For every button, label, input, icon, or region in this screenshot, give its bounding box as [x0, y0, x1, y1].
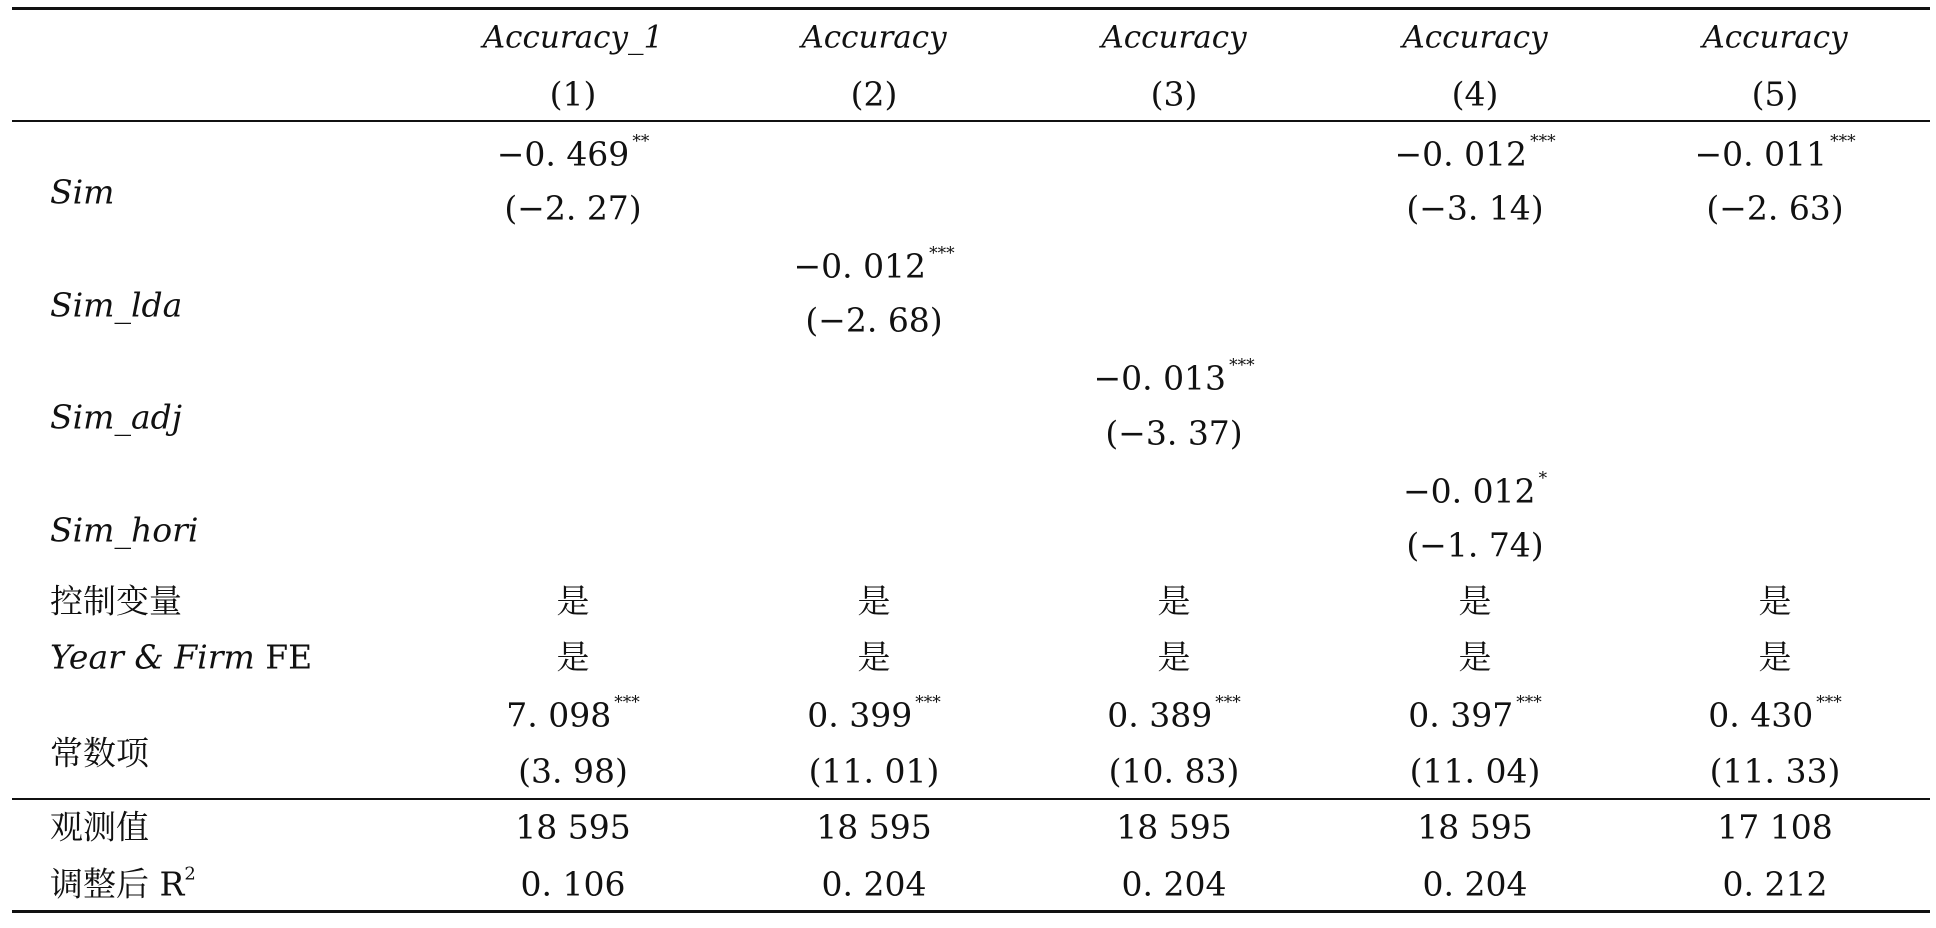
- coef-cell: −0. 012 ***: [1394, 131, 1556, 174]
- tstat-cell: (11. 01): [808, 751, 940, 791]
- stats-rule: [12, 798, 1930, 800]
- row-label-sim-adj: Sim_adj: [50, 397, 182, 437]
- r2-cell: 0. 204: [821, 864, 927, 904]
- col4-header: Accuracy: [1402, 19, 1548, 56]
- coef-cell: −0. 012 *: [1402, 468, 1548, 511]
- fe-cell: 是: [1758, 637, 1792, 677]
- coef-cell: 0. 389 ***: [1107, 692, 1241, 735]
- tstat-cell: (−2. 68): [805, 300, 943, 340]
- bottom-rule: [12, 910, 1930, 913]
- r2-cell: 0. 106: [520, 864, 626, 904]
- col1-header: Accuracy_1: [482, 19, 664, 56]
- row-label-observations: 观测值: [50, 807, 149, 847]
- row-label-controls: 控制变量: [50, 581, 182, 621]
- row-label-sim: Sim: [50, 172, 115, 212]
- tstat-cell: (11. 33): [1709, 751, 1841, 791]
- col3-number: (3): [1150, 74, 1198, 114]
- controls-cell: 是: [1758, 581, 1792, 621]
- col2-header: Accuracy: [801, 19, 947, 56]
- fe-cell: 是: [857, 637, 891, 677]
- col5-number: (5): [1751, 74, 1799, 114]
- r2-cell: 0. 212: [1722, 864, 1828, 904]
- tstat-cell: (11. 04): [1409, 751, 1541, 791]
- tstat-cell: (−3. 37): [1105, 413, 1243, 453]
- row-label-fe: Year & Firm FE: [50, 637, 313, 677]
- coef-cell: −0. 013 ***: [1093, 355, 1255, 398]
- controls-cell: 是: [1458, 581, 1492, 621]
- coef-cell: 0. 397 ***: [1408, 692, 1542, 735]
- obs-cell: 18 595: [816, 807, 932, 847]
- tstat-cell: (3. 98): [518, 751, 628, 791]
- row-label-sim-lda: Sim_lda: [50, 285, 183, 325]
- row-label-constant: 常数项: [50, 733, 149, 773]
- header-rule: [12, 120, 1930, 122]
- obs-cell: 18 595: [1116, 807, 1232, 847]
- col4-number: (4): [1451, 74, 1499, 114]
- row-label-adj-r2: 调整后 $R^2$: [50, 863, 196, 904]
- r2-cell: 0. 204: [1121, 864, 1227, 904]
- col3-header: Accuracy: [1101, 19, 1247, 56]
- tstat-cell: (−2. 63): [1706, 188, 1844, 228]
- fe-cell: 是: [1458, 637, 1492, 677]
- tstat-cell: (−1. 74): [1406, 525, 1544, 565]
- row-label-sim-hori: Sim_hori: [50, 510, 199, 550]
- coef-cell: 7. 098 ***: [506, 692, 640, 735]
- tstat-cell: (−3. 14): [1406, 188, 1544, 228]
- controls-cell: 是: [556, 581, 590, 621]
- coef-cell: 0. 399 ***: [807, 692, 941, 735]
- coef-cell: 0. 430 ***: [1708, 692, 1842, 735]
- obs-cell: 18 595: [1417, 807, 1533, 847]
- obs-cell: 18 595: [515, 807, 631, 847]
- fe-cell: 是: [556, 637, 590, 677]
- top-rule: [12, 7, 1930, 10]
- tstat-cell: (−2. 27): [504, 188, 642, 228]
- tstat-cell: (10. 83): [1108, 751, 1240, 791]
- controls-cell: 是: [1157, 581, 1191, 621]
- r2-cell: 0. 204: [1422, 864, 1528, 904]
- coef-cell: −0. 011 ***: [1694, 131, 1856, 174]
- col1-number: (1): [549, 74, 597, 114]
- coef-cell: −0. 469 **: [496, 131, 650, 174]
- controls-cell: 是: [857, 581, 891, 621]
- col2-number: (2): [850, 74, 898, 114]
- col5-header: Accuracy: [1702, 19, 1848, 56]
- obs-cell: 17 108: [1717, 807, 1833, 847]
- fe-cell: 是: [1157, 637, 1191, 677]
- coef-cell: −0. 012 ***: [793, 243, 955, 286]
